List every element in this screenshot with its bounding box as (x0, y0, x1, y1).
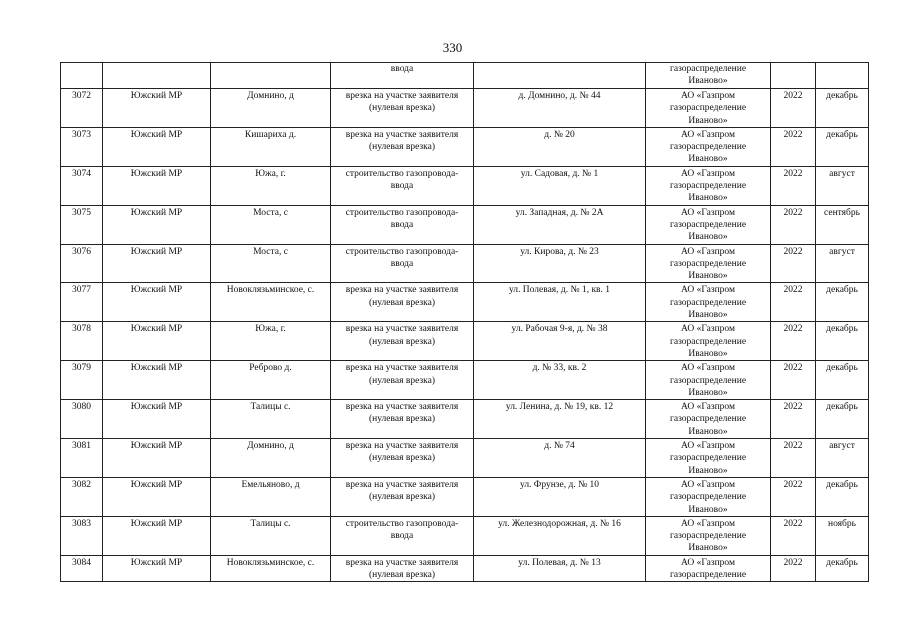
address-text: ул. Ленина, д. № 19, кв. 12 (505, 402, 614, 413)
month-text: декабрь (826, 129, 858, 140)
district-text: Южский МР (130, 324, 183, 335)
month-text: декабрь (826, 402, 858, 413)
cell-district (103, 477, 211, 516)
cell-district (103, 89, 211, 128)
continuation-row (61, 63, 869, 89)
month-text: август (829, 168, 855, 179)
number-text: 3079 (72, 363, 91, 374)
organization-text: Иваново» (688, 348, 728, 359)
month-text: декабрь (826, 363, 858, 374)
cell-number (61, 322, 103, 361)
work-text: (нулевая врезка) (368, 297, 436, 308)
cell-number (61, 166, 103, 205)
cell-address (474, 89, 646, 128)
organization-text: АО «Газпром (680, 441, 735, 452)
organization-text: газораспределение (669, 569, 747, 580)
organization-text: газораспределение (669, 103, 747, 114)
cell-month (816, 477, 869, 516)
cell-address (474, 166, 646, 205)
organization-text: АО «Газпром (680, 324, 735, 335)
cell-year (771, 439, 816, 478)
month-text: ноябрь (828, 518, 856, 529)
address-text: д. № 20 (544, 129, 575, 140)
cell-district (103, 166, 211, 205)
cell-district (103, 283, 211, 322)
cell-year (771, 477, 816, 516)
cell-address (474, 361, 646, 400)
cell-number (61, 127, 103, 166)
table-row (61, 166, 869, 205)
settlement-text: Талицы с. (250, 402, 291, 413)
cell-district (103, 555, 211, 582)
number-text: 3082 (72, 479, 91, 490)
table-row (61, 322, 869, 361)
cell-year (771, 322, 816, 361)
cell-month (816, 361, 869, 400)
cell-year (771, 63, 816, 89)
cell-address (474, 477, 646, 516)
cell-month (816, 400, 869, 439)
year-text: 2022 (783, 518, 803, 529)
page-number: 330 (442, 40, 463, 55)
cell-organization (646, 244, 771, 283)
cell-address (474, 244, 646, 283)
cell-settlement (211, 322, 331, 361)
number-text: 3084 (72, 557, 91, 568)
work-text: врезка на участке заявителя (345, 324, 459, 335)
organization-text: газораспределение (669, 531, 747, 542)
settlement-text: Кишариха д. (244, 129, 297, 140)
cell-settlement (211, 283, 331, 322)
work-text: ввода (390, 531, 414, 542)
organization-text: газораспределение (669, 297, 747, 308)
cell-work (331, 516, 474, 555)
month-text: декабрь (826, 557, 858, 568)
work-text: (нулевая врезка) (368, 375, 436, 386)
cell-address (474, 516, 646, 555)
settlement-text: Южа, г. (255, 168, 286, 179)
cell-work (331, 63, 474, 89)
month-text: декабрь (826, 285, 858, 296)
year-text: 2022 (783, 207, 803, 218)
cell-work (331, 477, 474, 516)
address-text: ул. Полевая, д. № 13 (518, 557, 601, 568)
work-text: (нулевая врезка) (368, 336, 436, 347)
org-line: Иваново» (688, 76, 728, 87)
table-row (61, 477, 869, 516)
cell-year (771, 205, 816, 244)
cell-settlement (211, 477, 331, 516)
district-text: Южский МР (130, 285, 183, 296)
cell-work (331, 205, 474, 244)
organization-text: газораспределение (669, 414, 747, 425)
work-text: врезка на участке заявителя (345, 363, 459, 374)
organization-text: АО «Газпром (680, 285, 735, 296)
cell-number (61, 244, 103, 283)
organization-text: АО «Газпром (680, 207, 735, 218)
organization-text: Иваново» (688, 232, 728, 243)
cell-month (816, 63, 869, 89)
cell-year (771, 400, 816, 439)
settlement-text: Моста, с (253, 246, 288, 257)
organization-text: АО «Газпром (680, 363, 735, 374)
organization-text: Иваново» (688, 426, 728, 437)
cell-number (61, 516, 103, 555)
organization-text: АО «Газпром (680, 129, 735, 140)
cell-district (103, 63, 211, 89)
cell-address (474, 439, 646, 478)
cell-year (771, 516, 816, 555)
work-text: строительство газопровода- (345, 246, 459, 257)
work-text: ввода (390, 258, 414, 269)
gasification-table (60, 62, 869, 582)
year-text: 2022 (783, 363, 803, 374)
cell-settlement (211, 166, 331, 205)
organization-text: АО «Газпром (680, 246, 735, 257)
cell-work (331, 439, 474, 478)
work-text: строительство газопровода- (345, 168, 459, 179)
organization-text: АО «Газпром (680, 402, 735, 413)
cell-address (474, 322, 646, 361)
district-text: Южский МР (130, 129, 183, 140)
district-text: Южский МР (130, 207, 183, 218)
number-text: 3072 (72, 91, 91, 101)
organization-text: Иваново» (688, 115, 728, 126)
cell-year (771, 127, 816, 166)
table-row (61, 127, 869, 166)
number-text: 3078 (72, 324, 91, 335)
address-text: ул. Полевая, д. № 1, кв. 1 (508, 285, 611, 296)
address-text: ул. Западная, д. № 2А (515, 207, 604, 218)
cell-year (771, 555, 816, 582)
work-text: врезка на участке заявителя (345, 129, 459, 140)
district-text: Южский МР (130, 518, 183, 529)
work-text: (нулевая врезка) (368, 414, 436, 425)
work-line: ввода (390, 64, 414, 74)
work-text: врезка на участке заявителя (345, 402, 459, 413)
cell-district (103, 127, 211, 166)
cell-settlement (211, 361, 331, 400)
cell-work (331, 89, 474, 128)
cell-district (103, 322, 211, 361)
cell-settlement (211, 439, 331, 478)
cell-number (61, 63, 103, 89)
work-text: врезка на участке заявителя (345, 557, 459, 568)
cell-number (61, 205, 103, 244)
work-text: врезка на участке заявителя (345, 479, 459, 490)
year-text: 2022 (783, 324, 803, 335)
organization-text: Иваново» (688, 193, 728, 204)
work-text: врезка на участке заявителя (345, 285, 459, 296)
month-text: август (829, 441, 855, 452)
cell-work (331, 244, 474, 283)
number-text: 3077 (72, 285, 91, 296)
cell-number (61, 89, 103, 128)
address-text: ул. Рабочая 9-я, д. № 38 (511, 324, 608, 335)
address-text: ул. Садовая, д. № 1 (520, 168, 599, 179)
cell-district (103, 205, 211, 244)
work-text: врезка на участке заявителя (345, 91, 459, 101)
work-text: (нулевая врезка) (368, 142, 436, 153)
settlement-text: Новоклязьминское, с. (226, 285, 315, 296)
organization-text: Иваново» (688, 154, 728, 165)
number-text: 3083 (72, 518, 91, 529)
address-text: ул. Кирова, д. № 23 (520, 246, 599, 257)
settlement-text: Емельяново, д (241, 479, 300, 490)
cell-organization (646, 166, 771, 205)
settlement-text: Реброво д. (249, 363, 292, 374)
table-row (61, 516, 869, 555)
cell-organization (646, 361, 771, 400)
cell-organization (646, 477, 771, 516)
month-text: декабрь (826, 91, 858, 101)
district-text: Южский МР (130, 363, 183, 374)
district-text: Южский МР (130, 557, 183, 568)
cell-district (103, 400, 211, 439)
cell-organization (646, 555, 771, 582)
cell-settlement (211, 205, 331, 244)
district-text: Южский МР (130, 91, 183, 101)
cell-organization (646, 322, 771, 361)
work-text: врезка на участке заявителя (345, 441, 459, 452)
cell-month (816, 516, 869, 555)
cell-month (816, 244, 869, 283)
cell-number (61, 555, 103, 582)
month-text: декабрь (826, 479, 858, 490)
work-text: (нулевая врезка) (368, 569, 436, 580)
organization-text: Иваново» (688, 310, 728, 321)
cell-month (816, 127, 869, 166)
cell-settlement (211, 244, 331, 283)
organization-text: газораспределение (669, 336, 747, 347)
settlement-text: Новоклязьминское, с. (226, 557, 315, 568)
cell-organization (646, 439, 771, 478)
work-text: ввода (390, 181, 414, 192)
cell-month (816, 322, 869, 361)
cell-settlement (211, 63, 331, 89)
year-text: 2022 (783, 246, 803, 257)
organization-text: газораспределение (669, 142, 747, 153)
number-text: 3080 (72, 402, 91, 413)
address-text: ул. Фрунзе, д. № 10 (519, 479, 600, 490)
year-text: 2022 (783, 285, 803, 296)
number-text: 3075 (72, 207, 91, 218)
organization-text: газораспределение (669, 375, 747, 386)
work-text: (нулевая врезка) (368, 453, 436, 464)
table-row (61, 283, 869, 322)
cell-settlement (211, 127, 331, 166)
cell-work (331, 322, 474, 361)
work-text: ввода (390, 219, 414, 230)
organization-text: АО «Газпром (680, 518, 735, 529)
cell-year (771, 166, 816, 205)
district-text: Южский МР (130, 246, 183, 257)
address-text: д. № 33, кв. 2 (532, 363, 587, 374)
organization-text: газораспределение (669, 492, 747, 503)
cell-address (474, 127, 646, 166)
address-text: ул. Железнодорожная, д. № 16 (498, 518, 621, 529)
cell-address (474, 283, 646, 322)
cell-organization (646, 63, 771, 89)
cell-organization (646, 205, 771, 244)
cell-settlement (211, 89, 331, 128)
cell-organization (646, 516, 771, 555)
table-row (61, 555, 869, 582)
cell-number (61, 361, 103, 400)
cell-address (474, 400, 646, 439)
org-line: газораспределение (669, 64, 747, 74)
district-text: Южский МР (130, 479, 183, 490)
cell-month (816, 283, 869, 322)
cell-organization (646, 89, 771, 128)
cell-work (331, 127, 474, 166)
cell-month (816, 166, 869, 205)
cell-settlement (211, 400, 331, 439)
address-text: д. Домнино, д. № 44 (518, 91, 601, 101)
settlement-text: Моста, с (253, 207, 288, 218)
table-row (61, 89, 869, 128)
cell-month (816, 205, 869, 244)
number-text: 3076 (72, 246, 91, 257)
organization-text: Иваново» (688, 465, 728, 476)
cell-work (331, 166, 474, 205)
work-text: строительство газопровода- (345, 518, 459, 529)
year-text: 2022 (783, 168, 803, 179)
cell-number (61, 477, 103, 516)
year-text: 2022 (783, 557, 803, 568)
cell-year (771, 244, 816, 283)
cell-work (331, 283, 474, 322)
organization-text: Иваново» (688, 387, 728, 398)
number-text: 3073 (72, 129, 91, 140)
cell-number (61, 283, 103, 322)
organization-text: Иваново» (688, 504, 728, 515)
settlement-text: Домнино, д (247, 441, 294, 452)
cell-settlement (211, 516, 331, 555)
district-text: Южский МР (130, 441, 183, 452)
cell-month (816, 439, 869, 478)
work-text: строительство газопровода- (345, 207, 459, 218)
work-text: (нулевая врезка) (368, 492, 436, 503)
cell-number (61, 439, 103, 478)
cell-address (474, 205, 646, 244)
organization-text: газораспределение (669, 453, 747, 464)
cell-organization (646, 283, 771, 322)
month-text: август (829, 246, 855, 257)
cell-district (103, 516, 211, 555)
cell-year (771, 361, 816, 400)
table-row (61, 361, 869, 400)
organization-text: АО «Газпром (680, 479, 735, 490)
work-text: (нулевая врезка) (368, 103, 436, 114)
cell-district (103, 439, 211, 478)
month-text: декабрь (826, 324, 858, 335)
organization-text: газораспределение (669, 181, 747, 192)
organization-text: Иваново» (688, 271, 728, 282)
organization-text: АО «Газпром (680, 557, 735, 568)
table-row (61, 439, 869, 478)
cell-month (816, 555, 869, 582)
settlement-text: Талицы с. (250, 518, 291, 529)
cell-number (61, 400, 103, 439)
settlement-text: Домнино, д (247, 91, 294, 101)
cell-settlement (211, 555, 331, 582)
table-row (61, 400, 869, 439)
year-text: 2022 (783, 402, 803, 413)
settlement-text: Южа, г. (255, 324, 286, 335)
year-text: 2022 (783, 91, 803, 101)
year-text: 2022 (783, 479, 803, 490)
year-text: 2022 (783, 441, 803, 452)
cell-address (474, 555, 646, 582)
district-text: Южский МР (130, 402, 183, 413)
cell-district (103, 244, 211, 283)
cell-organization (646, 127, 771, 166)
cell-work (331, 361, 474, 400)
cell-year (771, 283, 816, 322)
table-row (61, 205, 869, 244)
cell-district (103, 361, 211, 400)
cell-address (474, 63, 646, 89)
organization-text: АО «Газпром (680, 91, 735, 101)
cell-organization (646, 400, 771, 439)
year-text: 2022 (783, 129, 803, 140)
number-text: 3081 (72, 441, 91, 452)
cell-year (771, 89, 816, 128)
cell-work (331, 400, 474, 439)
organization-text: Иваново» (688, 543, 728, 554)
organization-text: АО «Газпром (680, 168, 735, 179)
number-text: 3074 (72, 168, 91, 179)
cell-month (816, 89, 869, 128)
address-text: д. № 74 (544, 441, 575, 452)
organization-text: газораспределение (669, 258, 747, 269)
district-text: Южский МР (130, 168, 183, 179)
table-row (61, 244, 869, 283)
month-text: сентябрь (824, 207, 860, 218)
cell-work (331, 555, 474, 582)
organization-text: газораспределение (669, 219, 747, 230)
